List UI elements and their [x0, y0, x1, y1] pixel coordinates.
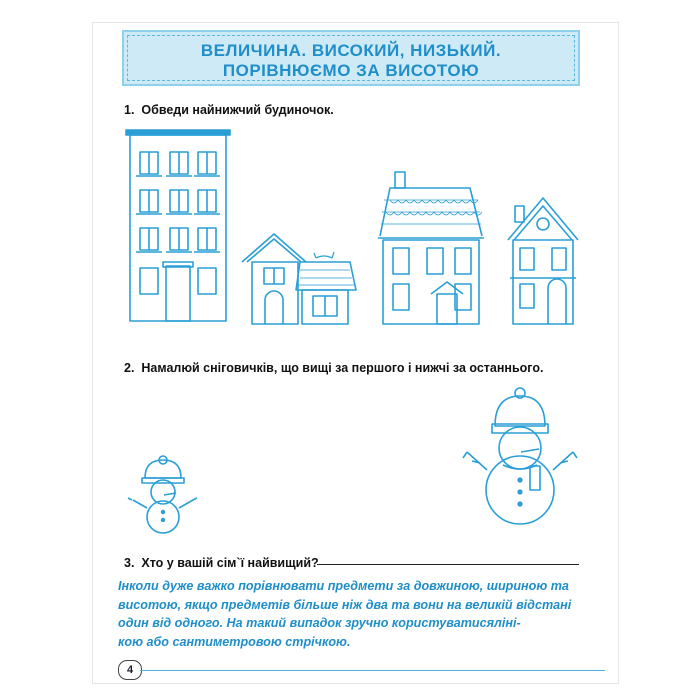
note-line-4: кою або сантиметровою стрічкою. — [118, 634, 351, 649]
house-tall-apartment[interactable] — [126, 130, 230, 321]
task-1-number: 1. — [124, 103, 135, 117]
snowman-big — [463, 388, 577, 524]
task-1-text: Обведи найнижчий будиночок. — [141, 103, 334, 117]
task-2-number: 2. — [124, 361, 135, 375]
note-line-3: один від одного. На такий випадок зручно користуватисяліні- — [118, 616, 521, 630]
cat-icon — [314, 252, 334, 258]
note-line-2: висотою, якщо предметів більше ніж два та вони на великій відстані — [118, 597, 572, 612]
title-line-1: ВЕЛИЧИНА. ВИСОКИЙ, НИЗЬКИЙ. — [200, 41, 502, 60]
task-2-text: Намалюй сніговичків, що вищі за першого і нижчі за останнього. — [141, 361, 544, 375]
house-scalloped-roof[interactable] — [378, 172, 484, 324]
task-3-number: 3. — [124, 556, 135, 570]
task-3-text: Хто у вашій сім`ї найвищий? — [141, 556, 319, 570]
snowman-small — [128, 456, 197, 533]
house-small-with-cat[interactable] — [242, 234, 356, 324]
house-victorian[interactable] — [508, 198, 578, 324]
note-line-1: Інколи дуже важко порівнювати предмети за довжиною, шириною та — [118, 579, 569, 593]
title-line-2: ПОРІВНЮЄМО ЗА ВИСОТОЮ — [222, 61, 480, 80]
apartment-door — [166, 266, 190, 321]
small-house-door — [265, 291, 283, 324]
victorian-house-door — [548, 279, 566, 324]
page-number: 4 — [118, 660, 142, 680]
apartment-windows — [136, 152, 220, 294]
scalloped-house-door — [437, 294, 457, 324]
